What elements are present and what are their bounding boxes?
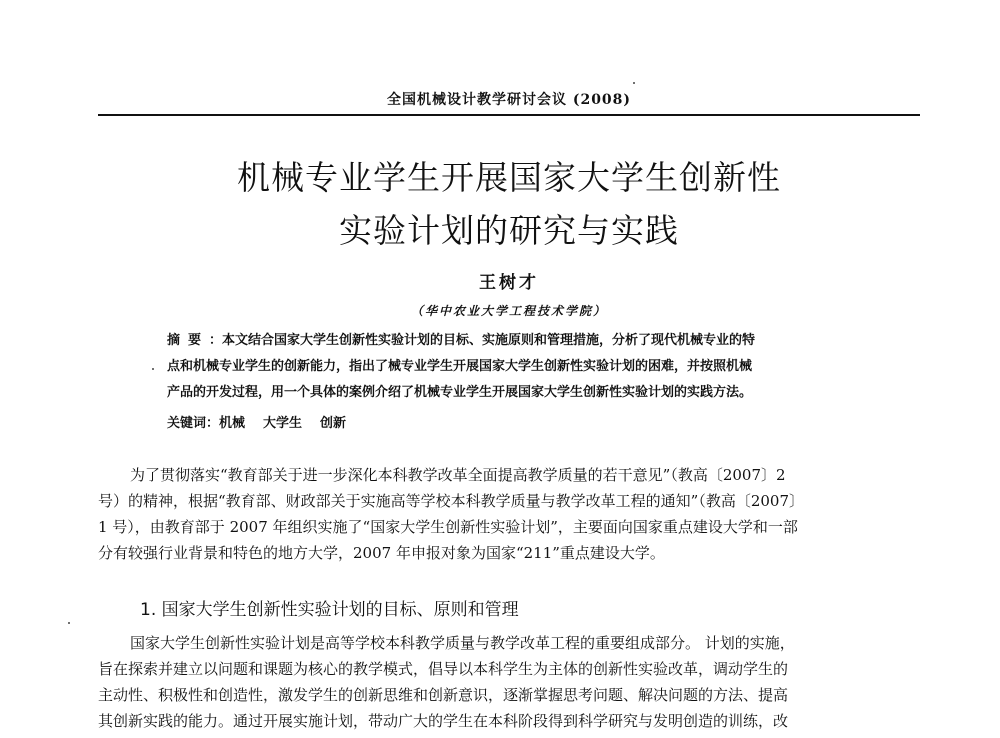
author-affiliation: （华中农业大学工程技术学院） [410,304,607,318]
header-rule [98,114,920,116]
paragraph-line: 分有较强行业背景和特色的地方大学，2007 年申报对象为国家“211”重点建设大学。 [98,544,665,562]
section-1-paragraph [98,630,922,734]
scan-speck [68,622,70,624]
paragraph-line: 国家大学生创新性实验计划是高等学校本科教学质量与教学改革工程的重要组成部分。 计划的实施， [130,634,795,652]
keywords [167,412,364,431]
paragraph-line: 为了贯彻落实“教育部关于进一步深化本科教学改革全面提高教学质量的若干意见”（教高〔2007〕2 [130,466,786,484]
paper-title-line-2: 实验计划的研究与实践 [339,211,679,250]
author-name: 王树才 [479,273,539,293]
abstract-line: 产品的开发过程，用一个具体的案例介绍了机械专业学生开展国家大学生创新性实验计划的实践方法。 [167,385,753,400]
section-heading: 1. 国家大学生创新性实验计划的目标、原则和管理 [140,600,519,620]
paragraph-line: 旨在探索并建立以问题和课题为核心的教学模式，倡导以本科学生为主体的创新性实验改革，调动学生的 [98,660,789,678]
paragraph-line: 其创新实践的能力。通过开展实施计划，带动广大的学生在本科阶段得到科学研究与发明创造的训练，改 [98,712,789,730]
abstract-line: 摘要：本文结合国家大学生创新性实验计划的目标、实施原则和管理措施，分析了现代机械专业的特 [167,333,756,348]
keyword: 创新 [320,416,347,431]
paper-title-line-1: 机械专业学生开展国家大学生创新性 [237,158,781,197]
scan-speck [152,368,154,370]
keyword: 机械 [219,416,246,431]
paragraph-line: 主动性、积极性和创造性，激发学生的创新思维和创新意识，逐渐掌握思考问题、解决问题的方法、提高 [98,686,789,704]
abstract [167,328,887,406]
paragraph-line: 1 号），由教育部于 2007 年组织实施了“国家大学生创新性实验计划”，主要面向国家重点建设大学和一部 [98,518,798,536]
keywords-label: 关键词： [167,416,220,431]
running-header: 全国机械设计教学研讨会议 (2008) [386,92,632,108]
scan-speck [633,82,635,84]
paragraph-line: 号）的精神，根据“教育部、财政部关于实施高等学校本科教学质量与教学改革工程的通知”（教高〔2007〕 [98,492,805,510]
abstract-line: 点和机械专业学生的创新能力，指出了械专业学生开展国家大学生创新性实验计划的困难，并按照机械 [167,359,753,374]
abstract-label: 摘要 [167,333,210,348]
keyword: 大学生 [263,416,303,431]
intro-paragraph [98,462,922,566]
